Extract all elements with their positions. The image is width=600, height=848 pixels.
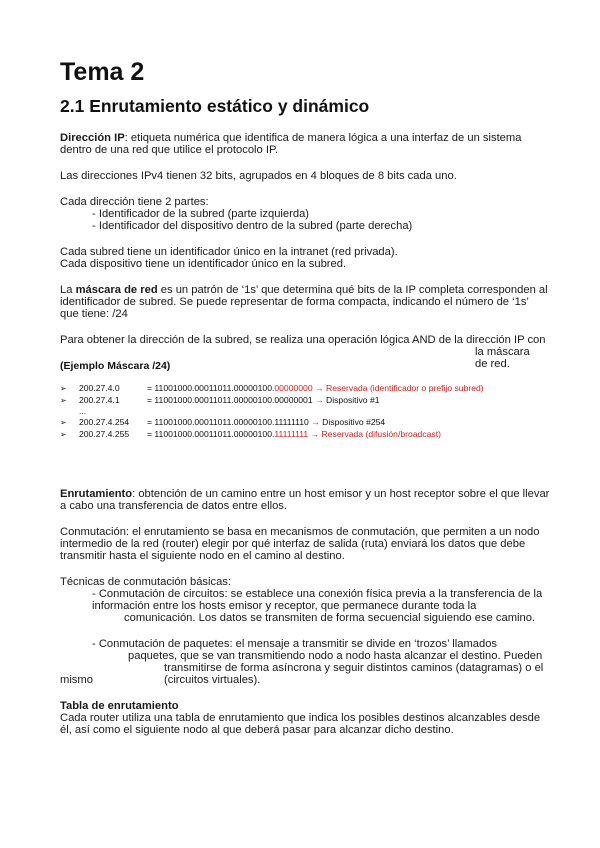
tecnicas-intro: Técnicas de conmutación básicas: — [60, 576, 232, 588]
mascara-term: máscara de red — [75, 284, 158, 296]
enrutamiento-term: Enrutamiento — [60, 488, 133, 500]
mascara-line2: identificador de subred. Se puede representar de forma compacta, indicando el número de ‘1s’ — [60, 296, 529, 308]
right-arrow-icon: → — [308, 429, 322, 439]
tabla-line2: él, así como el siguiente nodo al que deberá pasar para alcanzar dicho destino. — [60, 724, 454, 736]
paquetes-line1: - Conmutación de paquetes: el mensaje a transmitir se divide en ‘trozos’ llamados — [92, 638, 498, 650]
paquetes-line4a: mismo — [60, 674, 93, 686]
right-arrow-icon: → — [312, 395, 326, 405]
enrutamiento-line1: Enrutamiento: obtención de un camino entre un host emisor y un host receptor sobre el que llevar — [60, 488, 550, 500]
circuitos-line1: - Conmutación de circuitos: se establece una conexión física previa a la transferencia de la — [92, 588, 543, 600]
direccion-ip-term: Dirección IP — [60, 132, 125, 144]
enrutamiento-line2: a cabo una transferencia de datos entre ellos. — [60, 500, 288, 512]
tabla-line1: Cada router utiliza una tabla de enrutamiento que indica los posibles destinos alcanzables desde — [60, 712, 541, 724]
mascara-line1: La máscara de red es un patrón de ‘1s’ que determina qué bits de la IP completa corresponden al — [60, 284, 548, 296]
arrow-bullet-icon: ➢ — [60, 430, 67, 439]
and-line2: la máscara — [475, 346, 530, 358]
circuitos-line3: comunicación. Los datos se transmiten de forma secuencial siguiendo ese camino. — [124, 612, 536, 624]
paquetes-line4b: (circuitos virtuales). — [164, 674, 261, 686]
mask-example-figure — [60, 360, 520, 450]
example-row: ➢ 200.27.4.1 = 11001000.00011011.00000100.00000001 → Dispositivo #1 — [60, 395, 380, 405]
example-row: ➢ 200.27.4.0 = 11001000.00011011.00000100.00000000 → Reservada (identificador o prefijo subred) — [60, 383, 484, 393]
partes-item-1: - Identificador de la subred (parte izquierda) — [92, 208, 310, 220]
right-arrow-icon: → — [312, 383, 326, 393]
paquetes-line3: transmitirse de forma asíncrona y seguir distintos caminos (datagramas) o el — [164, 662, 544, 674]
arrow-bullet-icon: ➢ — [60, 384, 67, 393]
and-line1: Para obtener la dirección de la subred, se realiza una operación lógica AND de la dirección IP con — [60, 334, 546, 346]
example-ellipsis: ... — [79, 406, 87, 416]
mask-example-title: (Ejemplo Máscara /24) — [60, 360, 171, 372]
and-line3: de red. — [475, 358, 510, 370]
identificadores-line2: Cada dispositivo tiene un identificador único en la subred. — [60, 258, 347, 270]
ipv4-text: Las direcciones IPv4 tienen 32 bits, agrupados en 4 bloques de 8 bits cada uno. — [60, 170, 457, 182]
tabla-heading: Tabla de enrutamiento — [60, 700, 179, 712]
direccion-ip-line2: dentro de una red que utilice el protocolo IP. — [60, 144, 279, 156]
partes-item-2: - Identificador del dispositivo dentro de la subred (parte derecha) — [92, 220, 413, 232]
direccion-ip-def: : etiqueta numérica que identifica de manera lógica a una interfaz de un sistema — [124, 132, 522, 144]
arrow-bullet-icon: ➢ — [60, 396, 67, 405]
example-row: ➢ 200.27.4.255 = 11001000.00011011.00000100.11111111 → Reservada (difusión/broadcast) — [60, 429, 441, 439]
section-heading: 2.1 Enrutamiento estático y dinámico — [60, 96, 370, 116]
example-row: ➢ 200.27.4.254 = 11001000.00011011.00000100.11111110 → Dispositivo #254 — [60, 417, 386, 427]
conmutacion-line3: transmitir hasta el siguiente nodo en el camino al destino. — [60, 550, 345, 562]
paquetes-line2: paquetes, que se van transmitiendo nodo a nodo hasta alcanzar el destino. Pueden — [128, 650, 543, 662]
conmutacion-line1: Conmutación: el enrutamiento se basa en mecanismos de conmutación, que permiten a un nodo — [60, 526, 540, 538]
arrow-bullet-icon: ➢ — [60, 418, 67, 427]
partes-intro: Cada dirección tiene 2 partes: — [60, 196, 209, 208]
page-title: Tema 2 — [60, 58, 145, 86]
conmutacion-line2: intermedio de la red (router) elegir por qué interfaz de salida (ruta) enviará los datos que debe — [60, 538, 526, 550]
identificadores-line1: Cada subred tiene un identificador único en la intranet (red privada). — [60, 246, 398, 258]
mascara-line3: que tiene: /24 — [60, 308, 128, 320]
right-arrow-icon: → — [308, 417, 323, 427]
circuitos-line2: información entre los hosts emisor y receptor, que permanece durante toda la — [92, 600, 477, 612]
